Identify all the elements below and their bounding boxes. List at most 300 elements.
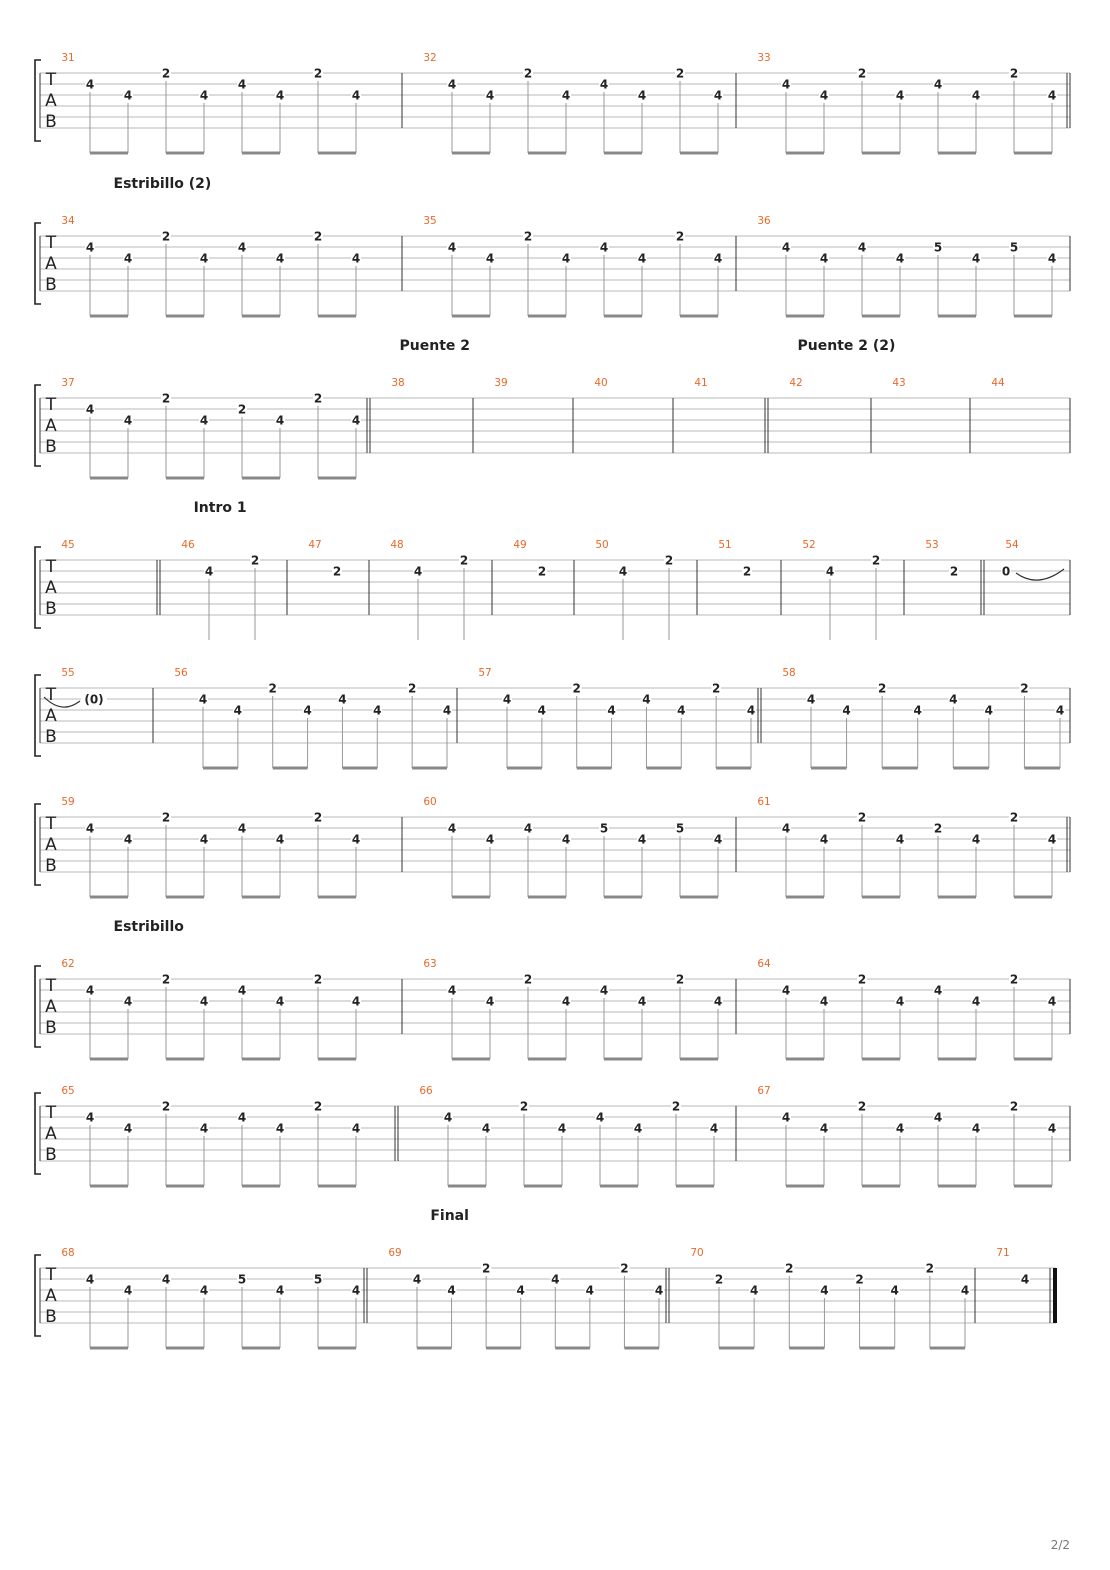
tab-clef-letter: B [45, 599, 57, 619]
fret-number: 4 [933, 983, 943, 998]
fret-number: 2 [313, 391, 323, 406]
fret-number: 2 [332, 564, 342, 579]
fret-number: 4 [842, 703, 851, 718]
measure-number: 51 [718, 539, 732, 551]
measure [757, 215, 1070, 316]
tab-system [35, 1085, 1070, 1186]
tab-clef-letter: T [45, 70, 57, 90]
fret-number: 4 [443, 1110, 453, 1125]
fret-number: 4 [749, 1283, 759, 1298]
fret-number: 2 [675, 66, 685, 81]
fret-number: 4 [781, 1110, 791, 1125]
measure-number: 70 [690, 1247, 704, 1259]
fret-number: 4 [123, 413, 133, 428]
fret-number: 4 [585, 1283, 595, 1298]
measure [423, 796, 736, 897]
fret-number: 2 [161, 1099, 171, 1114]
fret-number: 4 [442, 703, 452, 718]
fret-number: 4 [1047, 832, 1057, 847]
tab-clef-letter: T [45, 976, 57, 996]
measure-number: 71 [996, 1247, 1010, 1259]
measure [395, 1085, 736, 1186]
fret-number: 2 [537, 564, 547, 579]
fret-number: 4 [637, 832, 647, 847]
fret-number: 4 [85, 983, 95, 998]
fret-number: 4 [781, 240, 791, 255]
page-number: 2/2 [1050, 1538, 1070, 1552]
measure-number: 39 [494, 377, 508, 389]
fret-number: 4 [561, 88, 571, 103]
fret-number: 4 [338, 692, 347, 707]
fret-number: 4 [275, 251, 285, 266]
fret-number: 2 [313, 972, 323, 987]
section-marker: Puente 2 [399, 338, 471, 354]
fret-number: 4 [275, 832, 285, 847]
fret-number: 2 [857, 1099, 867, 1114]
measure-number: 32 [423, 52, 437, 64]
measure-number: 57 [478, 667, 492, 679]
fret-number: 4 [198, 692, 208, 707]
measure-number: 62 [61, 958, 75, 970]
fret-number: 4 [275, 1283, 285, 1298]
measure-number: 47 [308, 539, 322, 551]
fret-number: 4 [607, 703, 616, 718]
fret-number: 4 [984, 703, 994, 718]
fret-number: 4 [1047, 88, 1057, 103]
fret-number: 4 [123, 994, 133, 1009]
fret-number: 4 [933, 77, 943, 92]
measure-number: 46 [181, 539, 195, 551]
fret-number: 2 [161, 229, 171, 244]
fret-number: 0 [1001, 564, 1011, 579]
measure-number: 31 [61, 52, 75, 64]
fret-number: 4 [161, 1272, 171, 1287]
fret-number: 4 [373, 703, 382, 718]
fret-number: 4 [447, 240, 457, 255]
fret-number: 2 [237, 402, 247, 417]
measure-number: 41 [694, 377, 708, 389]
fret-number: 4 [709, 1121, 719, 1136]
measure [364, 1247, 669, 1348]
tab-clef-letter: T [45, 557, 57, 577]
measure-number: 65 [61, 1085, 75, 1097]
measure [61, 796, 402, 897]
fret-number: 4 [237, 821, 247, 836]
final-bar-thick [1053, 1268, 1057, 1323]
measure [61, 215, 402, 316]
measure-number: 67 [757, 1085, 771, 1097]
tab-clef-letter: T [45, 814, 57, 834]
section-marker: Estribillo [113, 919, 184, 935]
fret-number: 2 [933, 821, 943, 836]
fret-number: 4 [85, 821, 95, 836]
fret-number: 4 [351, 88, 361, 103]
fret-number: 4 [654, 1283, 664, 1298]
measure [757, 1085, 1070, 1186]
tab-clef-letter: B [45, 856, 57, 876]
fret-number: 4 [351, 413, 361, 428]
measure-number: 59 [61, 796, 75, 808]
measure-number: 55 [61, 667, 75, 679]
tab-clef-letter: A [45, 416, 57, 436]
measure-number: 42 [789, 377, 803, 389]
measure-number: 54 [1005, 539, 1019, 551]
fret-number: 4 [351, 1121, 361, 1136]
fret-number: 2 [1009, 972, 1019, 987]
fret-number: 2 [675, 229, 685, 244]
fret-number: 2 [523, 66, 533, 81]
fret-number: 4 [819, 1121, 829, 1136]
fret-number: 4 [199, 1283, 209, 1298]
fret-number: 4 [237, 240, 247, 255]
fret-number: 4 [599, 77, 609, 92]
fret-number: 4 [561, 251, 571, 266]
fret-number: 2 [1009, 810, 1019, 825]
fret-number: 4 [971, 994, 981, 1009]
fret-number: 4 [781, 821, 791, 836]
measure [174, 667, 457, 768]
tab-system [0, 500, 1070, 640]
tab-clef-letter: A [45, 578, 57, 598]
fret-number: 2 [523, 972, 533, 987]
tab-system [35, 919, 1070, 1059]
fret-number: 4 [85, 77, 95, 92]
measure-number: 40 [594, 377, 608, 389]
fret-number: 4 [561, 832, 571, 847]
fret-number: 2 [857, 66, 867, 81]
fret-number: 4 [825, 564, 835, 579]
fret-number: 4 [275, 88, 285, 103]
fret-number: 4 [819, 88, 829, 103]
fret-number: 2 [268, 681, 277, 696]
fret-number: 5 [1009, 240, 1019, 255]
tab-clef-letter: B [45, 112, 57, 132]
fret-number: 4 [933, 1110, 943, 1125]
measure-number: 60 [423, 796, 437, 808]
fret-number: 4 [237, 1110, 247, 1125]
fret-number: 4 [447, 1283, 456, 1298]
tab-system [35, 667, 1070, 768]
fret-number: 5 [933, 240, 943, 255]
measure [61, 52, 402, 153]
measure [757, 52, 1070, 153]
fret-number: 4 [713, 251, 723, 266]
fret-number: 4 [85, 240, 95, 255]
fret-number: 4 [960, 1283, 970, 1298]
fret-number: 4 [123, 1121, 133, 1136]
fret-number: 4 [971, 832, 981, 847]
tab-clef-letter: B [45, 727, 57, 747]
tab-clef-letter: A [45, 254, 57, 274]
fret-number: 4 [275, 1121, 285, 1136]
fret-number: 4 [819, 251, 829, 266]
measure-number: 52 [802, 539, 816, 551]
fret-number: 4 [713, 832, 723, 847]
fret-number: 4 [447, 983, 457, 998]
fret-number: 4 [637, 88, 647, 103]
fret-number: 4 [806, 692, 816, 707]
fret-number: 4 [949, 692, 958, 707]
fret-number: 4 [557, 1121, 567, 1136]
fret-number: 2 [949, 564, 959, 579]
fret-number: 2 [161, 810, 171, 825]
measure-number: 49 [513, 539, 527, 551]
fret-number: 4 [781, 77, 791, 92]
fret-number: 4 [819, 994, 829, 1009]
tab-clef-letter: B [45, 1145, 57, 1165]
tab-clef-letter: T [45, 395, 57, 415]
measure [595, 539, 697, 640]
fret-number: 2 [161, 972, 171, 987]
fret-number: 2 [523, 229, 533, 244]
measure-number: 43 [892, 377, 906, 389]
fret-number: 2 [313, 1099, 323, 1114]
fret-number: 4 [351, 832, 361, 847]
tab-clef-letter: A [45, 1286, 57, 1306]
measure [61, 958, 402, 1059]
fret-number: 2 [714, 1272, 724, 1287]
measure-number: 64 [757, 958, 771, 970]
measure-number: 61 [757, 796, 771, 808]
fret-number: 4 [412, 1272, 422, 1287]
fret-number: 4 [537, 703, 547, 718]
tab-system [35, 338, 1070, 478]
tab-clef-letter: B [45, 1018, 57, 1038]
measure-number: 34 [61, 215, 75, 227]
fret-number: 2 [161, 391, 171, 406]
tab-clef-letter: A [45, 997, 57, 1017]
measure-number: 36 [757, 215, 771, 227]
fret-number: 2 [407, 681, 417, 696]
fret-number: 4 [642, 692, 651, 707]
section-marker: Intro 1 [193, 500, 247, 516]
fret-number: 4 [1047, 994, 1057, 1009]
measure [758, 667, 1070, 768]
fret-number: 4 [123, 251, 133, 266]
fret-number: 4 [895, 1121, 905, 1136]
tab-clef-letter: T [45, 1103, 57, 1123]
measure-number: 58 [782, 667, 796, 679]
section-marker: Puente 2 (2) [797, 338, 896, 354]
fret-number: 4 [551, 1272, 560, 1287]
fret-number: 4 [233, 703, 243, 718]
fret-number: 4 [1020, 1272, 1030, 1287]
fret-number: 4 [895, 994, 905, 1009]
fret-number: 4 [275, 413, 285, 428]
fret-number: 4 [637, 994, 647, 1009]
measure-number: 56 [174, 667, 188, 679]
fret-number: 5 [313, 1272, 323, 1287]
fret-number: 4 [713, 88, 723, 103]
measure [757, 796, 1070, 897]
measure [423, 958, 736, 1059]
fret-number: 2 [572, 681, 581, 696]
fret-number: 4 [237, 77, 247, 92]
fret-number: 4 [895, 251, 905, 266]
fret-number: 4 [599, 983, 609, 998]
measure [61, 1085, 398, 1186]
fret-number: 2 [871, 553, 881, 568]
fret-number: 5 [237, 1272, 247, 1287]
measure-number: 63 [423, 958, 437, 970]
fret-number: 2 [459, 553, 469, 568]
fret-number: 2 [1009, 66, 1019, 81]
measure-number: 37 [61, 377, 75, 389]
fret-number: 4 [123, 1283, 133, 1298]
tab-clef-letter: T [45, 1265, 57, 1285]
fret-number: 4 [199, 1121, 209, 1136]
fret-number: 4 [523, 821, 533, 836]
fret-number: 4 [199, 251, 209, 266]
fret-number: 2 [855, 1272, 864, 1287]
tab-clef-letter: A [45, 1124, 57, 1144]
fret-number: 2 [620, 1261, 629, 1276]
measure [390, 539, 492, 640]
fret-number: 4 [599, 240, 609, 255]
fret-number: 4 [199, 832, 209, 847]
measure-number: 33 [757, 52, 771, 64]
fret-number: 4 [447, 821, 457, 836]
fret-number: 4 [502, 692, 512, 707]
measure [478, 667, 761, 768]
fret-number: 4 [303, 703, 312, 718]
measure-number: 45 [61, 539, 75, 551]
fret-number: 4 [447, 77, 457, 92]
fret-number: 4 [275, 994, 285, 1009]
fret-number: 2 [785, 1261, 794, 1276]
measure-number: 38 [391, 377, 405, 389]
fret-number: 4 [971, 88, 981, 103]
fret-number: 4 [1047, 251, 1057, 266]
fret-number: 4 [1055, 703, 1065, 718]
measure [61, 377, 370, 478]
fret-number: 4 [618, 564, 628, 579]
fret-number: 4 [199, 88, 209, 103]
fret-number: 2 [925, 1261, 935, 1276]
fret-number: 4 [971, 1121, 981, 1136]
fret-number: (0) [84, 692, 104, 707]
fret-number: 4 [819, 832, 829, 847]
measure-number: 50 [595, 539, 609, 551]
fret-number: 2 [675, 972, 685, 987]
fret-number: 4 [485, 994, 495, 1009]
fret-number: 4 [781, 983, 791, 998]
fret-number: 4 [485, 251, 495, 266]
fret-number: 4 [677, 703, 686, 718]
measure-number: 69 [388, 1247, 402, 1259]
tab-clef-letter: B [45, 437, 57, 457]
fret-number: 2 [250, 553, 260, 568]
measure [61, 1247, 367, 1348]
fret-number: 2 [313, 66, 323, 81]
fret-number: 4 [713, 994, 723, 1009]
fret-number: 4 [351, 1283, 361, 1298]
fret-number: 4 [637, 251, 647, 266]
tab-clef-letter: A [45, 835, 57, 855]
measure [423, 52, 736, 153]
fret-number: 4 [746, 703, 756, 718]
measure-number: 68 [61, 1247, 75, 1259]
fret-number: 4 [485, 832, 495, 847]
measure [666, 1247, 975, 1348]
fret-number: 2 [519, 1099, 529, 1114]
fret-number: 5 [599, 821, 609, 836]
tab-clef-letter: B [45, 275, 57, 295]
tab-clef-letter: B [45, 1307, 57, 1327]
fret-number: 4 [561, 994, 571, 1009]
fret-number: 4 [413, 564, 423, 579]
measure [423, 215, 736, 316]
fret-number: 2 [481, 1261, 491, 1276]
fret-number: 4 [85, 1110, 95, 1125]
tab-system [35, 1208, 1057, 1348]
fret-number: 2 [313, 229, 323, 244]
fret-number: 2 [671, 1099, 681, 1114]
fret-number: 4 [857, 240, 867, 255]
measure [157, 539, 287, 640]
fret-number: 4 [971, 251, 981, 266]
fret-number: 2 [857, 972, 867, 987]
fret-number: 2 [313, 810, 323, 825]
fret-number: 4 [890, 1283, 899, 1298]
fret-number: 4 [485, 88, 495, 103]
fret-number: 4 [85, 402, 95, 417]
fret-number: 4 [204, 564, 214, 579]
measure-number: 66 [419, 1085, 433, 1097]
fret-number: 4 [351, 994, 361, 1009]
measure-number: 35 [423, 215, 437, 227]
section-marker: Final [430, 1208, 469, 1224]
fret-number: 4 [895, 832, 905, 847]
fret-number: 4 [85, 1272, 95, 1287]
fret-number: 2 [1009, 1099, 1019, 1114]
tab-system [35, 796, 1070, 897]
fret-number: 2 [711, 681, 721, 696]
fret-number: 4 [633, 1121, 643, 1136]
tab-clef-letter: A [45, 91, 57, 111]
measure-number: 44 [991, 377, 1005, 389]
tab-clef-letter: T [45, 233, 57, 253]
measure-number: 48 [390, 539, 404, 551]
fret-number: 4 [516, 1283, 525, 1298]
fret-number: 4 [481, 1121, 491, 1136]
fret-number: 4 [123, 88, 133, 103]
fret-number: 4 [913, 703, 922, 718]
fret-number: 4 [199, 413, 209, 428]
fret-number: 2 [1020, 681, 1029, 696]
fret-number: 4 [123, 832, 133, 847]
tab-system [35, 52, 1070, 153]
measure-number: 53 [925, 539, 939, 551]
fret-number: 4 [1047, 1121, 1057, 1136]
fret-number: 2 [161, 66, 171, 81]
tab-clef-letter: A [45, 706, 57, 726]
tab-system [35, 176, 1070, 316]
fret-number: 2 [877, 681, 887, 696]
fret-number: 4 [595, 1110, 605, 1125]
fret-number: 2 [664, 553, 674, 568]
fret-number: 4 [895, 88, 905, 103]
fret-number: 5 [675, 821, 685, 836]
fret-number: 4 [237, 983, 247, 998]
measure [757, 958, 1070, 1059]
fret-number: 4 [199, 994, 209, 1009]
fret-number: 2 [742, 564, 752, 579]
tab-clef-letter: T [45, 685, 57, 705]
measure [802, 539, 904, 640]
fret-number: 2 [857, 810, 867, 825]
section-marker: Estribillo (2) [113, 176, 212, 192]
